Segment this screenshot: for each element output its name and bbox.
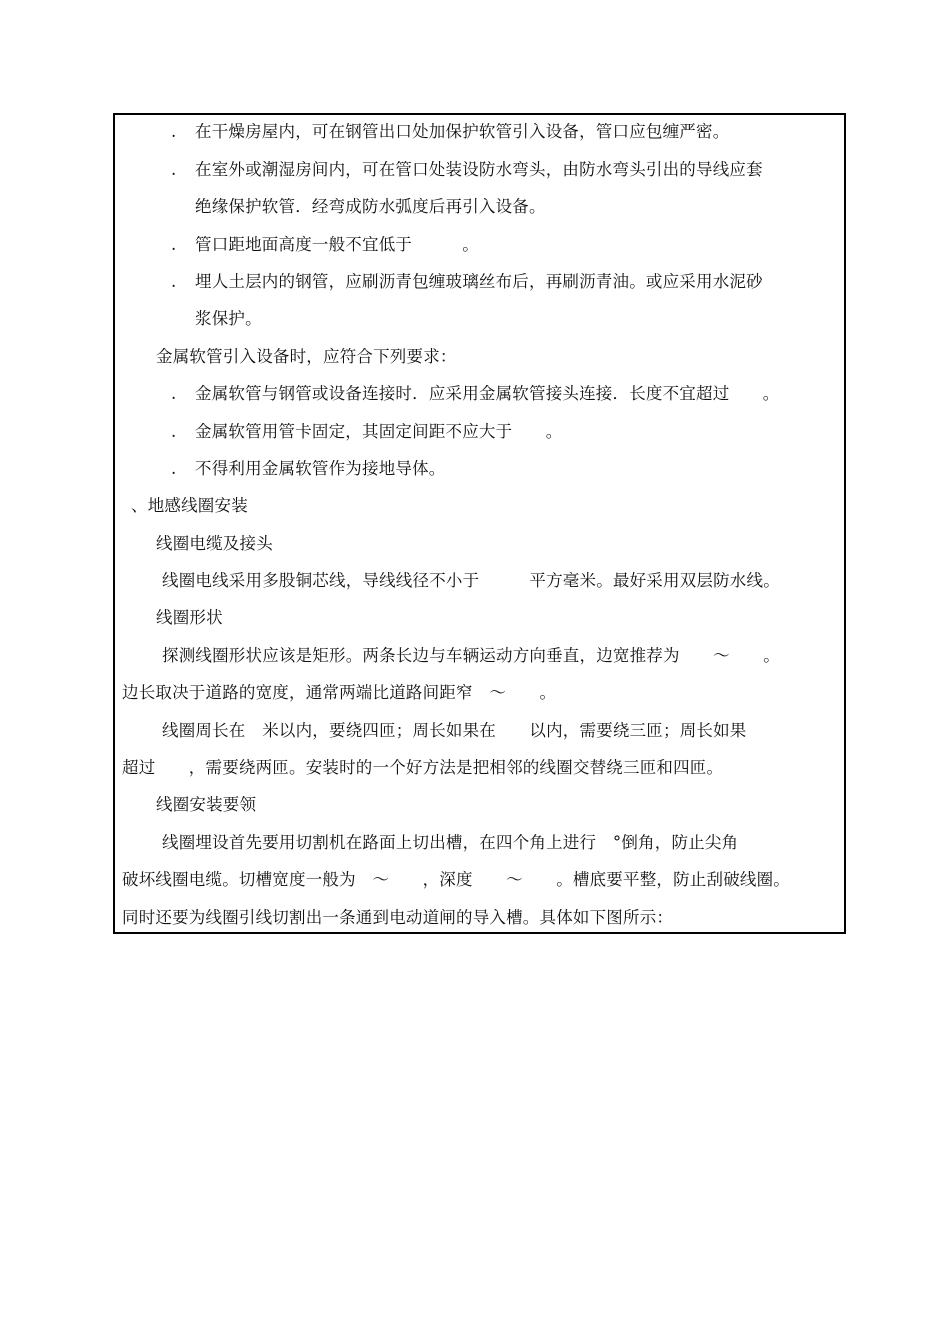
subheading-shape: 线圈形状 (156, 608, 223, 627)
bullet-marker: . (171, 272, 177, 291)
text-line-2: 在室外或潮湿房间内，可在管口处装设防水弯头，由防水弯头引出的导线应套 (195, 160, 763, 179)
text-line-4: 管口距地面高度一般不宜低于 。 (195, 235, 479, 254)
bullet-marker: . (171, 422, 177, 441)
text-line-10: 不得利用金属软管作为接地导体。 (195, 459, 446, 478)
text-line-7: 金属软管引入设备时，应符合下列要求： (156, 347, 457, 366)
text-line-5: 埋人土层内的钢管，应刷沥青包缠玻璃丝布后，再刷沥青油。或应采用水泥砂 (195, 272, 763, 291)
text-line-1: 在干燥房屋内，可在钢管出口处加保护软管引入设备，管口应包缠严密。 (195, 122, 730, 141)
text-line-6: 浆保护。 (195, 309, 262, 328)
text-line-15: 探测线圈形状应该是矩形。两条长边与车辆运动方向垂直，边宽推荐为 ～ 。 (162, 646, 780, 665)
text-line-22: 同时还要为线圈引线切割出一条通到电动道闸的导入槽。具体如下图所示： (122, 908, 674, 927)
text-line-21: 破坏线圈电缆。切槽宽度一般为 ～ ，深度 ～ 。槽底要平整，防止刮破线圈。 (122, 870, 790, 889)
text-line-17: 线圈周长在 米以内，要绕四匝；周长如果在 以内，需要绕三匝；周长如果 (162, 721, 747, 740)
text-line-20: 线圈埋设首先要用切割机在路面上切出槽，在四个角上进行 °倒角，防止尖角 (162, 833, 739, 852)
subheading-install: 线圈安装要领 (156, 795, 257, 814)
text-line-13: 线圈电线采用多股铜芯线，导线线径不小于 平方毫米。最好采用双层防水线。 (162, 571, 780, 590)
subheading-cable: 线圈电缆及接头 (156, 534, 273, 553)
text-line-16: 边长取决于道路的宽度，通常两端比道路间距窄 ～ 。 (122, 683, 557, 702)
text-line-8: 金属软管与钢管或设备连接时．应采用金属软管接头连接．长度不宜超过 。 (195, 384, 780, 403)
bullet-marker: . (171, 160, 177, 179)
bullet-marker: . (171, 459, 177, 478)
bullet-marker: . (171, 122, 177, 141)
bullet-marker: . (171, 235, 177, 254)
text-line-3: 绝缘保护软管．经弯成防水弧度后再引入设备。 (195, 197, 546, 216)
text-line-9: 金属软管用管卡固定，其固定间距不应大于 。 (195, 422, 563, 441)
section-heading: 、地感线圈安装 (131, 496, 248, 515)
bullet-marker: . (171, 384, 177, 403)
text-line-18: 超过 ，需要绕两匝。安装时的一个好方法是把相邻的线圈交替绕三匝和四匝。 (122, 758, 724, 777)
